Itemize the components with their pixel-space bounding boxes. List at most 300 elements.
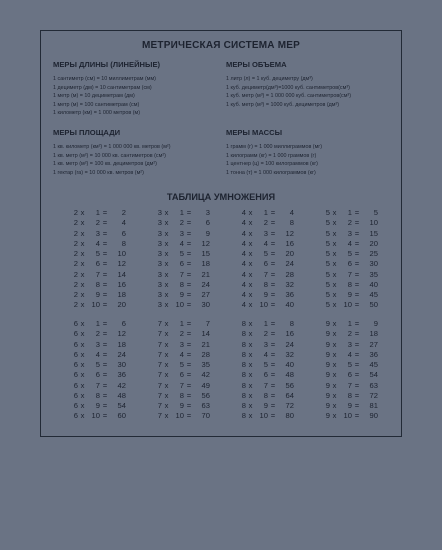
equals-sign: = [270,290,276,299]
equals-sign: = [270,390,276,400]
multiplication-row [236,300,308,310]
multiplicand: 8 [179,279,184,289]
multiplicand: 10 [259,300,268,310]
multiplicand: 4 [347,349,352,359]
product: 36 [117,370,126,380]
multiplication-row [320,329,392,339]
multiplicand: 8 [347,390,352,400]
equals-sign: = [270,339,276,349]
times-sign: x [164,349,169,359]
product: 72 [285,401,294,410]
multiplication-block [320,208,392,311]
product: 50 [369,300,378,310]
multiplicand: 9 [347,290,352,299]
multiplier: 3 [157,238,162,248]
equals-sign: = [354,269,360,279]
multiplicand: 1 [179,208,184,217]
multiplicand: 3 [263,228,268,238]
product: 28 [285,269,294,279]
multiplier: 2 [73,300,78,310]
multiplier: 6 [73,380,78,390]
product: 30 [369,259,378,269]
multiplier: 3 [157,218,162,228]
section-line: 1 сантиметр (см) = 10 миллиметрам (мм) [53,76,156,82]
product: 2 [121,208,126,217]
multiplicand: 3 [263,339,268,349]
product: 8 [289,218,294,228]
product: 9 [373,319,378,328]
times-sign: x [332,290,337,299]
equals-sign: = [186,380,192,390]
product: 24 [117,349,126,359]
equals-sign: = [270,411,276,421]
equals-sign: = [270,349,276,359]
section-line: 1 центнер (ц) = 100 килограммов (кг) [226,161,318,168]
section-length [53,60,228,118]
equals-sign: = [354,228,360,238]
times-sign: x [332,349,337,359]
multiplication-row [152,300,224,310]
multiplicand: 5 [179,360,184,369]
multiplier: 9 [325,370,330,380]
multiplication-row [236,319,308,329]
multiplicand: 9 [263,401,268,410]
equals-sign: = [354,290,360,299]
times-sign: x [248,411,253,421]
product: 35 [201,360,210,369]
times-sign: x [80,279,85,289]
times-sign: x [248,238,253,248]
product: 32 [285,349,294,359]
multiplication-block [68,319,140,422]
multiplication-row [68,280,140,290]
multiplier: 6 [73,411,78,421]
multiplicand: 1 [179,319,184,328]
multiplicand: 9 [179,401,184,410]
product: 20 [369,238,378,248]
multiplier: 9 [325,380,330,390]
multiplier: 3 [157,269,162,279]
multiplicand: 10 [91,411,100,421]
multiplicand: 3 [347,339,352,349]
multiplication-row [320,319,392,329]
times-sign: x [248,259,253,269]
times-sign: x [332,279,337,289]
multiplier: 3 [157,300,162,310]
multiplication-row [68,329,140,339]
multiplication-row [152,350,224,360]
product: 24 [285,339,294,349]
section-line: 1 куб. метр (м³) = 1 000 000 куб. сантиметров(см³) [226,93,352,100]
equals-sign: = [270,329,276,339]
times-sign: x [80,269,85,279]
multiplication-row [320,208,392,218]
times-sign: x [80,300,85,310]
equals-sign: = [102,279,108,289]
multiplication-row [152,401,224,411]
product: 4 [121,218,126,228]
multiplication-row [152,319,224,329]
multiplicand: 6 [347,370,352,380]
section-line: 1 куб. дециметр(дм³)=1000 куб. сантиметров(см³) [226,84,350,91]
multiplier: 8 [241,390,246,400]
section-heading: МЕРЫ ОБЪЕМА [226,60,287,69]
section-line: 1 дециметр (дм) = 10 сантиметрам (см) [53,84,152,91]
multiplier: 8 [241,349,246,359]
multiplier: 3 [157,259,162,269]
product: 10 [117,249,126,258]
multiplicand: 9 [347,401,352,410]
product: 45 [369,360,378,369]
times-sign: x [80,370,85,380]
multiplicand: 3 [179,339,184,349]
multiplicand: 4 [347,238,352,248]
product: 72 [369,390,378,400]
multiplication-row [320,360,392,370]
times-sign: x [332,228,337,238]
multiplicand: 7 [263,269,268,279]
product: 90 [369,411,378,421]
product: 18 [117,339,126,349]
times-sign: x [164,218,169,228]
section-heading: МЕРЫ ДЛИНЫ (ЛИНЕЙНЫЕ) [53,60,161,69]
equals-sign: = [102,370,108,380]
multiplicand: 9 [179,290,184,299]
equals-sign: = [270,269,276,279]
multiplier: 9 [325,411,330,421]
equals-sign: = [354,218,360,228]
multiplication-row [320,391,392,401]
equals-sign: = [354,279,360,289]
multiplier: 2 [73,290,78,299]
product: 42 [117,380,126,390]
multiplier: 4 [241,269,246,279]
equals-sign: = [270,208,276,217]
times-sign: x [164,360,169,369]
times-sign: x [248,349,253,359]
multiplication-row [236,360,308,370]
multiplication-block [320,319,392,422]
multiplier: 6 [73,349,78,359]
multiplier: 2 [73,279,78,289]
times-sign: x [248,319,253,328]
times-sign: x [80,259,85,269]
times-sign: x [248,390,253,400]
multiplication-row [320,218,392,228]
multiplication-row [68,411,140,421]
multiplier: 9 [325,360,330,369]
multiplicand: 8 [95,279,100,289]
times-sign: x [80,319,85,328]
multiplier: 7 [157,360,162,369]
equals-sign: = [102,290,108,299]
multiplication-row [68,218,140,228]
multiplication-row [236,249,308,259]
product: 54 [369,370,378,380]
multiplication-row [320,239,392,249]
multiplier: 2 [73,208,78,217]
multiplication-row [320,259,392,269]
multiplier: 6 [73,401,78,410]
multiplicand: 10 [343,300,352,310]
multiplier: 2 [73,238,78,248]
section-line: 1 кв. километр (км²) = 1 000 000 кв. метров (м²) [53,144,171,150]
equals-sign: = [354,259,360,269]
multiplier: 6 [73,360,78,369]
multiplicand: 4 [263,238,268,248]
product: 36 [285,290,294,299]
product: 14 [201,329,210,339]
multiplier: 5 [325,279,330,289]
multiplier: 4 [241,259,246,269]
times-sign: x [332,339,337,349]
multiplication-row [68,290,140,300]
times-sign: x [164,390,169,400]
product: 28 [201,349,210,359]
product: 16 [285,238,294,248]
equals-sign: = [354,319,360,328]
multiplier: 7 [157,339,162,349]
multiplier: 6 [73,390,78,400]
multiplication-row [68,300,140,310]
product: 25 [369,249,378,258]
equals-sign: = [102,218,108,228]
multiplication-row [320,340,392,350]
multiplier: 8 [241,319,246,328]
multiplication-row [152,239,224,249]
multiplier: 9 [325,349,330,359]
equals-sign: = [102,339,108,349]
multiplier: 7 [157,329,162,339]
equals-sign: = [186,349,192,359]
multiplication-row [152,280,224,290]
times-sign: x [332,390,337,400]
product: 49 [201,380,210,390]
product: 15 [369,228,378,238]
equals-sign: = [102,380,108,390]
product: 30 [201,300,210,310]
multiplier: 4 [241,279,246,289]
multiplication-row [68,208,140,218]
product: 81 [369,401,378,410]
multiplier: 5 [325,259,330,269]
multiplicand: 8 [95,390,100,400]
multiplication-row [68,340,140,350]
equals-sign: = [270,279,276,289]
times-sign: x [332,269,337,279]
multiplicand: 7 [347,380,352,390]
times-sign: x [164,238,169,248]
multiplicand: 4 [179,349,184,359]
multiplier: 3 [157,290,162,299]
multiplication-row [236,411,308,421]
multiplicand: 8 [263,279,268,289]
multiplication-row [236,218,308,228]
multiplier: 8 [241,380,246,390]
product: 35 [369,269,378,279]
product: 27 [369,339,378,349]
multiplicand: 10 [91,300,100,310]
multiplier: 3 [157,249,162,258]
multiplication-block [152,319,224,422]
times-sign: x [164,279,169,289]
multiplication-row [320,300,392,310]
times-sign: x [164,329,169,339]
section-mass [226,128,401,177]
times-sign: x [80,390,85,400]
equals-sign: = [354,339,360,349]
product: 6 [121,228,126,238]
multiplication-row [68,360,140,370]
multiplier: 6 [73,329,78,339]
multiplier: 4 [241,249,246,258]
multiplication-row [320,249,392,259]
multiplier: 7 [157,349,162,359]
section-line: 1 метр (м) = 10 дециметрам (дм) [53,93,135,100]
multiplicand: 10 [343,411,352,421]
times-sign: x [80,360,85,369]
multiplicand: 10 [259,411,268,421]
equals-sign: = [354,349,360,359]
multiplicand: 8 [263,390,268,400]
multiplication-row [152,391,224,401]
section-volume [226,60,401,109]
product: 10 [369,218,378,228]
product: 4 [289,208,294,217]
equals-sign: = [354,370,360,380]
equals-sign: = [354,329,360,339]
product: 9 [205,228,210,238]
multiplication-row [68,249,140,259]
multiplicand: 6 [263,259,268,269]
product: 5 [373,208,378,217]
multiplicand: 7 [179,380,184,390]
multiplicand: 3 [95,228,100,238]
times-sign: x [332,249,337,258]
multiplicand: 2 [263,329,268,339]
multiplier: 8 [241,411,246,421]
multiplication-row [152,381,224,391]
multiplicand: 6 [95,370,100,380]
product: 15 [201,249,210,258]
multiplier: 9 [325,339,330,349]
multiplication-row [236,270,308,280]
multiplicand: 2 [179,329,184,339]
times-sign: x [80,349,85,359]
multiplication-row [68,381,140,391]
multiplier: 5 [325,208,330,217]
times-sign: x [164,370,169,380]
equals-sign: = [186,319,192,328]
multiplier: 3 [157,208,162,217]
multiplicand: 5 [263,249,268,258]
product: 60 [117,411,126,421]
multiplicand: 1 [95,208,100,217]
multiplication-row [236,381,308,391]
times-sign: x [248,228,253,238]
multiplier: 9 [325,401,330,410]
multiplication-row [152,249,224,259]
multiplicand: 9 [95,290,100,299]
times-sign: x [248,218,253,228]
multiplication-row [236,340,308,350]
multiplication-row [68,370,140,380]
times-sign: x [332,401,337,410]
equals-sign: = [186,249,192,258]
equals-sign: = [354,390,360,400]
multiplication-row [236,259,308,269]
multiplier: 5 [325,249,330,258]
multiplication-row [68,401,140,411]
equals-sign: = [186,370,192,380]
equals-sign: = [102,300,108,310]
section-line: 1 кв. метр (м²) = 10 000 кв. сантиметров (см²) [53,152,166,159]
multiplication-row [236,401,308,411]
times-sign: x [332,370,337,380]
multiplication-row [152,411,224,421]
product: 18 [369,329,378,339]
multiplication-row [236,239,308,249]
section-line: 1 кв. метр (м²) = 100 кв. дециметров (дм²) [53,161,157,168]
equals-sign: = [102,208,108,217]
multiplicand: 4 [179,238,184,248]
times-sign: x [248,208,253,217]
product: 48 [117,390,126,400]
multiplication-row [68,229,140,239]
times-sign: x [80,238,85,248]
multiplier: 6 [73,339,78,349]
multiplication-row [236,370,308,380]
multiplication-row [68,319,140,329]
multiplication-row [320,290,392,300]
times-sign: x [332,208,337,217]
product: 18 [117,290,126,299]
times-sign: x [80,249,85,258]
multiplicand: 8 [179,390,184,400]
multiplication-row [236,391,308,401]
multiplier: 2 [73,249,78,258]
multiplication-block [236,208,308,311]
multiplier: 5 [325,269,330,279]
product: 40 [369,279,378,289]
multiplicand: 3 [179,228,184,238]
product: 24 [201,279,210,289]
product: 7 [205,319,210,328]
times-sign: x [332,259,337,269]
times-sign: x [332,238,337,248]
multiplicand: 7 [263,380,268,390]
multiplication-row [68,239,140,249]
multiplier: 8 [241,370,246,380]
multiplier: 6 [73,370,78,380]
equals-sign: = [354,380,360,390]
equals-sign: = [270,238,276,248]
times-sign: x [248,269,253,279]
multiplier: 8 [241,401,246,410]
times-sign: x [80,228,85,238]
equals-sign: = [186,218,192,228]
equals-sign: = [354,300,360,310]
multiplier: 9 [325,319,330,328]
product: 6 [121,319,126,328]
multiplication-row [236,280,308,290]
multiplication-row [152,218,224,228]
multiplier: 8 [241,339,246,349]
product: 18 [201,259,210,269]
multiplication-row [320,411,392,421]
product: 20 [117,300,126,310]
multiplication-row [320,401,392,411]
